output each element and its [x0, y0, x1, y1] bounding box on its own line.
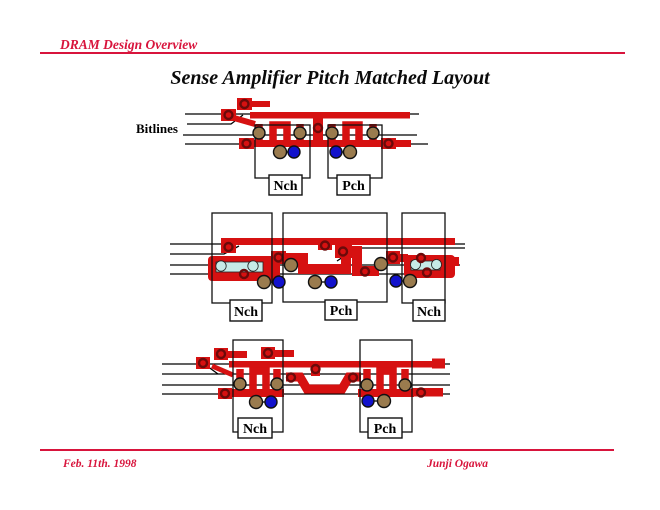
bitlines-label: Bitlines — [136, 121, 178, 136]
layout-row1 — [136, 98, 428, 195]
transistor-label-pch — [337, 175, 370, 195]
transistor-label-pch — [368, 418, 402, 438]
transistor-label-nch — [230, 300, 262, 321]
footer-date: Feb. 11th. 1998 — [63, 458, 137, 470]
label-text: Nch — [233, 305, 259, 320]
footer-author: Junji Ogawa — [427, 458, 489, 470]
label-text: Pch — [342, 179, 365, 194]
layout-row3 — [162, 340, 450, 438]
label-text: Pch — [373, 422, 397, 437]
layout-row2 — [170, 213, 465, 321]
transistor-label-nch — [238, 418, 272, 438]
header-title: DRAM Design Overview — [60, 37, 198, 52]
label-text: Nch — [273, 179, 298, 194]
transistor-label-nch2 — [413, 300, 445, 321]
label-text: Nch — [242, 422, 268, 437]
label-text: Nch — [416, 305, 442, 320]
label-text: Pch — [329, 304, 353, 319]
transistor-label-nch — [269, 175, 302, 195]
slide-title: Sense Amplifier Pitch Matched Layout — [170, 67, 490, 89]
transistor-label-pch — [325, 300, 357, 320]
